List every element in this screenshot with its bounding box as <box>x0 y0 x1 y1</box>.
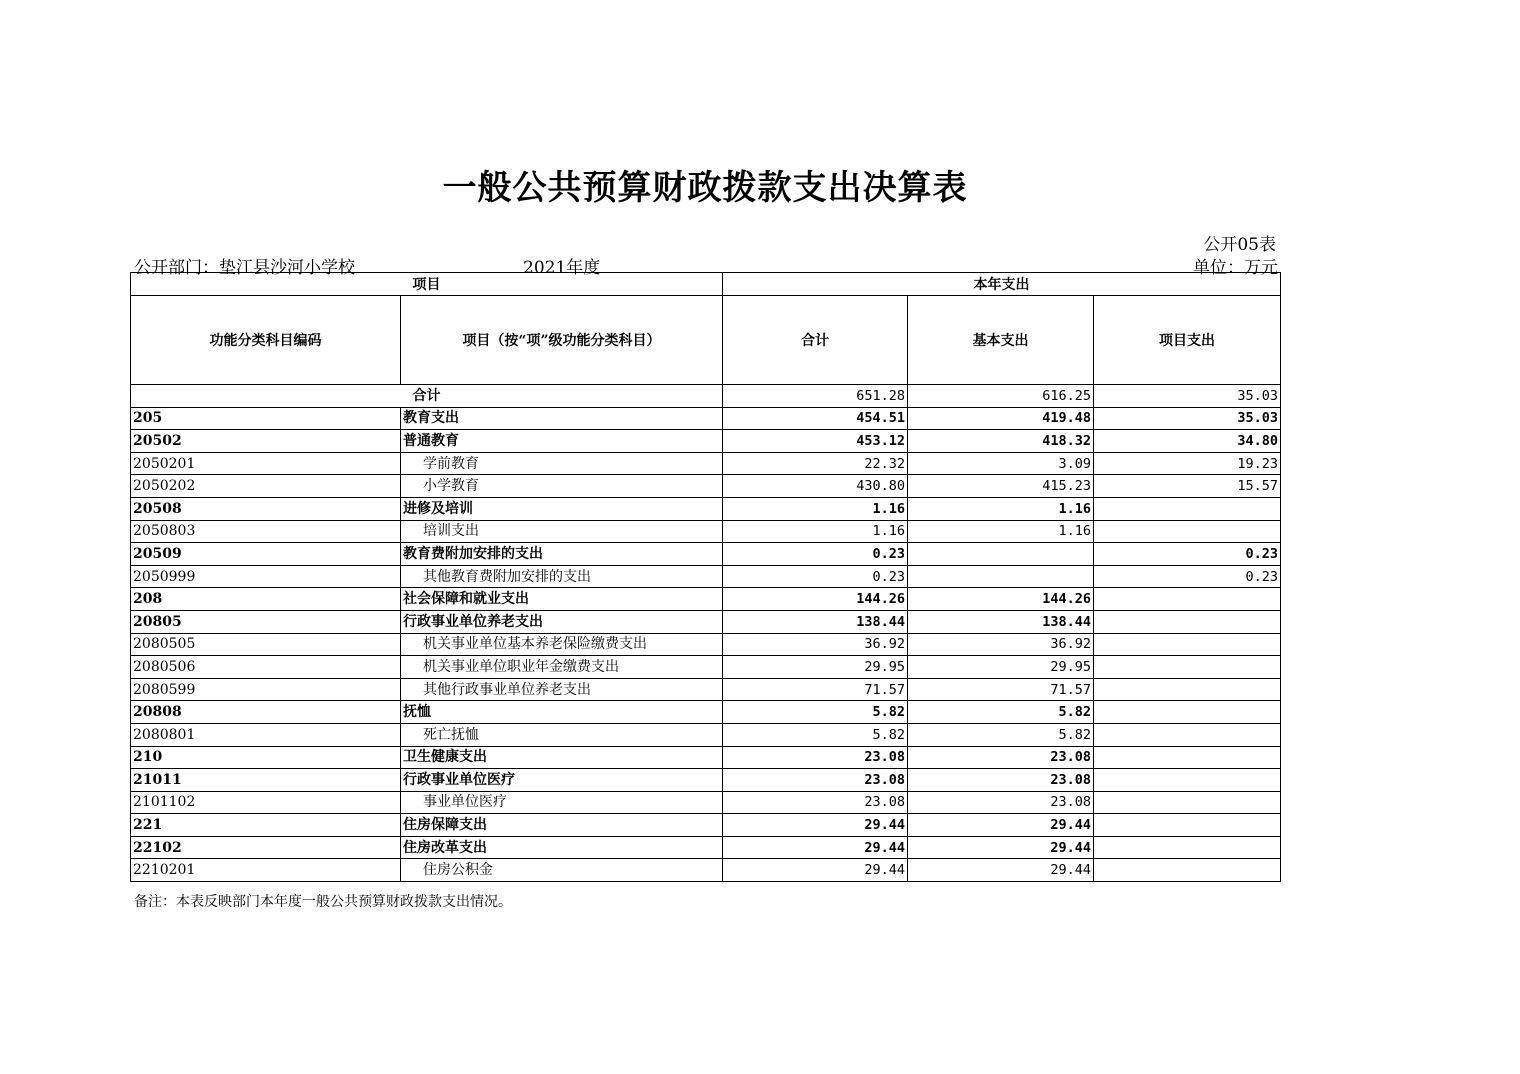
header-current-year: 本年支出 <box>723 273 1281 296</box>
cell-basic: 1.16 <box>908 520 1094 543</box>
cell-total: 453.12 <box>723 430 908 453</box>
table-row <box>131 656 1281 679</box>
cell-code: 2210201 <box>131 859 401 882</box>
cell-code: 21011 <box>131 769 401 792</box>
table-row <box>131 723 1281 746</box>
cell-basic: 3.09 <box>908 452 1094 475</box>
cell-code: 2080599 <box>131 678 401 701</box>
table-row <box>131 769 1281 792</box>
cell-name: 抚恤 <box>401 701 723 724</box>
cell-basic: 23.08 <box>908 791 1094 814</box>
cell-name: 机关事业单位基本养老保险缴费支出 <box>401 633 723 656</box>
cell-code: 22102 <box>131 836 401 859</box>
cell-item: 19.23 <box>1094 452 1281 475</box>
table-row <box>131 565 1281 588</box>
cell-name: 行政事业单位医疗 <box>401 769 723 792</box>
cell-code: 2080801 <box>131 723 401 746</box>
total-label: 合计 <box>131 385 723 408</box>
cell-item <box>1094 791 1281 814</box>
cell-item <box>1094 814 1281 837</box>
cell-code: 208 <box>131 588 401 611</box>
cell-basic: 29.44 <box>908 814 1094 837</box>
table-row <box>131 407 1281 430</box>
cell-code: 2050803 <box>131 520 401 543</box>
cell-basic: 29.44 <box>908 859 1094 882</box>
cell-name: 行政事业单位养老支出 <box>401 610 723 633</box>
cell-total: 29.44 <box>723 814 908 837</box>
table-row <box>131 814 1281 837</box>
table-row <box>131 543 1281 566</box>
cell-item: 0.23 <box>1094 565 1281 588</box>
cell-item: 0.23 <box>1094 543 1281 566</box>
table-row <box>131 497 1281 520</box>
expenditure-table <box>130 272 1281 882</box>
header-name: 项目（按“项”级功能分类科目） <box>401 296 723 385</box>
cell-basic: 71.57 <box>908 678 1094 701</box>
cell-total: 138.44 <box>723 610 908 633</box>
cell-total: 23.08 <box>723 769 908 792</box>
cell-name: 住房保障支出 <box>401 814 723 837</box>
table-row <box>131 430 1281 453</box>
cell-name: 住房公积金 <box>401 859 723 882</box>
table-body <box>131 385 1281 882</box>
header-basic: 基本支出 <box>908 296 1094 385</box>
cell-basic: 419.48 <box>908 407 1094 430</box>
total-total: 651.28 <box>723 385 908 408</box>
cell-name: 教育支出 <box>401 407 723 430</box>
cell-name: 死亡抚恤 <box>401 723 723 746</box>
cell-item <box>1094 520 1281 543</box>
cell-code: 2080505 <box>131 633 401 656</box>
cell-total: 23.08 <box>723 746 908 769</box>
cell-item <box>1094 836 1281 859</box>
cell-item <box>1094 746 1281 769</box>
cell-basic: 418.32 <box>908 430 1094 453</box>
cell-name: 其他教育费附加安排的支出 <box>401 565 723 588</box>
table-row <box>131 452 1281 475</box>
cell-code: 20502 <box>131 430 401 453</box>
cell-total: 0.23 <box>723 543 908 566</box>
cell-item: 34.80 <box>1094 430 1281 453</box>
cell-code: 2080506 <box>131 656 401 679</box>
cell-total: 0.23 <box>723 565 908 588</box>
cell-total: 29.44 <box>723 859 908 882</box>
department-label: 公开部门：垫江县沙河小学校 <box>134 258 355 278</box>
header-total: 合计 <box>723 296 908 385</box>
cell-code: 20508 <box>131 497 401 520</box>
total-basic: 616.25 <box>908 385 1094 408</box>
table-row <box>131 859 1281 882</box>
cell-item <box>1094 633 1281 656</box>
cell-item <box>1094 656 1281 679</box>
cell-basic: 29.44 <box>908 836 1094 859</box>
cell-total: 1.16 <box>723 520 908 543</box>
table-row <box>131 475 1281 498</box>
cell-name: 普通教育 <box>401 430 723 453</box>
header-item: 项目支出 <box>1094 296 1281 385</box>
cell-basic: 23.08 <box>908 769 1094 792</box>
cell-item <box>1094 859 1281 882</box>
cell-code: 20808 <box>131 701 401 724</box>
cell-total: 430.80 <box>723 475 908 498</box>
cell-name: 培训支出 <box>401 520 723 543</box>
cell-basic <box>908 543 1094 566</box>
cell-basic <box>908 565 1094 588</box>
table-row <box>131 633 1281 656</box>
unit-label: 单位：万元 <box>1193 258 1278 278</box>
header-code: 功能分类科目编码 <box>131 296 401 385</box>
table-row <box>131 588 1281 611</box>
total-item: 35.03 <box>1094 385 1281 408</box>
cell-total: 1.16 <box>723 497 908 520</box>
cell-basic: 36.92 <box>908 633 1094 656</box>
cell-code: 20509 <box>131 543 401 566</box>
cell-name: 进修及培训 <box>401 497 723 520</box>
cell-item: 35.03 <box>1094 407 1281 430</box>
table-row <box>131 520 1281 543</box>
cell-basic: 5.82 <box>908 723 1094 746</box>
cell-total: 144.26 <box>723 588 908 611</box>
cell-basic: 138.44 <box>908 610 1094 633</box>
table-row <box>131 610 1281 633</box>
cell-code: 2050202 <box>131 475 401 498</box>
cell-code: 2101102 <box>131 791 401 814</box>
cell-item <box>1094 610 1281 633</box>
table-row <box>131 746 1281 769</box>
cell-code: 210 <box>131 746 401 769</box>
cell-code: 2050201 <box>131 452 401 475</box>
table-row <box>131 701 1281 724</box>
table-row <box>131 791 1281 814</box>
cell-item <box>1094 678 1281 701</box>
cell-total: 71.57 <box>723 678 908 701</box>
cell-code: 221 <box>131 814 401 837</box>
cell-name: 教育费附加安排的支出 <box>401 543 723 566</box>
cell-item <box>1094 701 1281 724</box>
footnote: 备注：本表反映部门本年度一般公共预算财政拨款支出情况。 <box>134 894 512 910</box>
cell-basic: 415.23 <box>908 475 1094 498</box>
header-project: 项目 <box>131 273 723 296</box>
page-title: 一般公共预算财政拨款支出决算表 <box>442 168 968 208</box>
cell-item <box>1094 769 1281 792</box>
cell-basic: 29.95 <box>908 656 1094 679</box>
cell-total: 22.32 <box>723 452 908 475</box>
form-number: 公开05表 <box>1203 235 1276 255</box>
table-row <box>131 836 1281 859</box>
cell-name: 住房改革支出 <box>401 836 723 859</box>
cell-total: 36.92 <box>723 633 908 656</box>
cell-code: 2050999 <box>131 565 401 588</box>
cell-total: 5.82 <box>723 701 908 724</box>
cell-name: 学前教育 <box>401 452 723 475</box>
table-row <box>131 678 1281 701</box>
cell-name: 卫生健康支出 <box>401 746 723 769</box>
cell-basic: 144.26 <box>908 588 1094 611</box>
cell-basic: 5.82 <box>908 701 1094 724</box>
cell-name: 事业单位医疗 <box>401 791 723 814</box>
cell-total: 5.82 <box>723 723 908 746</box>
fiscal-year: 2021年度 <box>523 258 601 278</box>
cell-name: 社会保障和就业支出 <box>401 588 723 611</box>
cell-total: 23.08 <box>723 791 908 814</box>
cell-code: 20805 <box>131 610 401 633</box>
cell-code: 205 <box>131 407 401 430</box>
cell-name: 机关事业单位职业年金缴费支出 <box>401 656 723 679</box>
cell-total: 454.51 <box>723 407 908 430</box>
total-row <box>131 385 1281 408</box>
cell-basic: 1.16 <box>908 497 1094 520</box>
cell-name: 小学教育 <box>401 475 723 498</box>
cell-name: 其他行政事业单位养老支出 <box>401 678 723 701</box>
cell-total: 29.95 <box>723 656 908 679</box>
cell-item <box>1094 723 1281 746</box>
cell-basic: 23.08 <box>908 746 1094 769</box>
cell-item <box>1094 497 1281 520</box>
cell-item <box>1094 588 1281 611</box>
cell-total: 29.44 <box>723 836 908 859</box>
cell-item: 15.57 <box>1094 475 1281 498</box>
